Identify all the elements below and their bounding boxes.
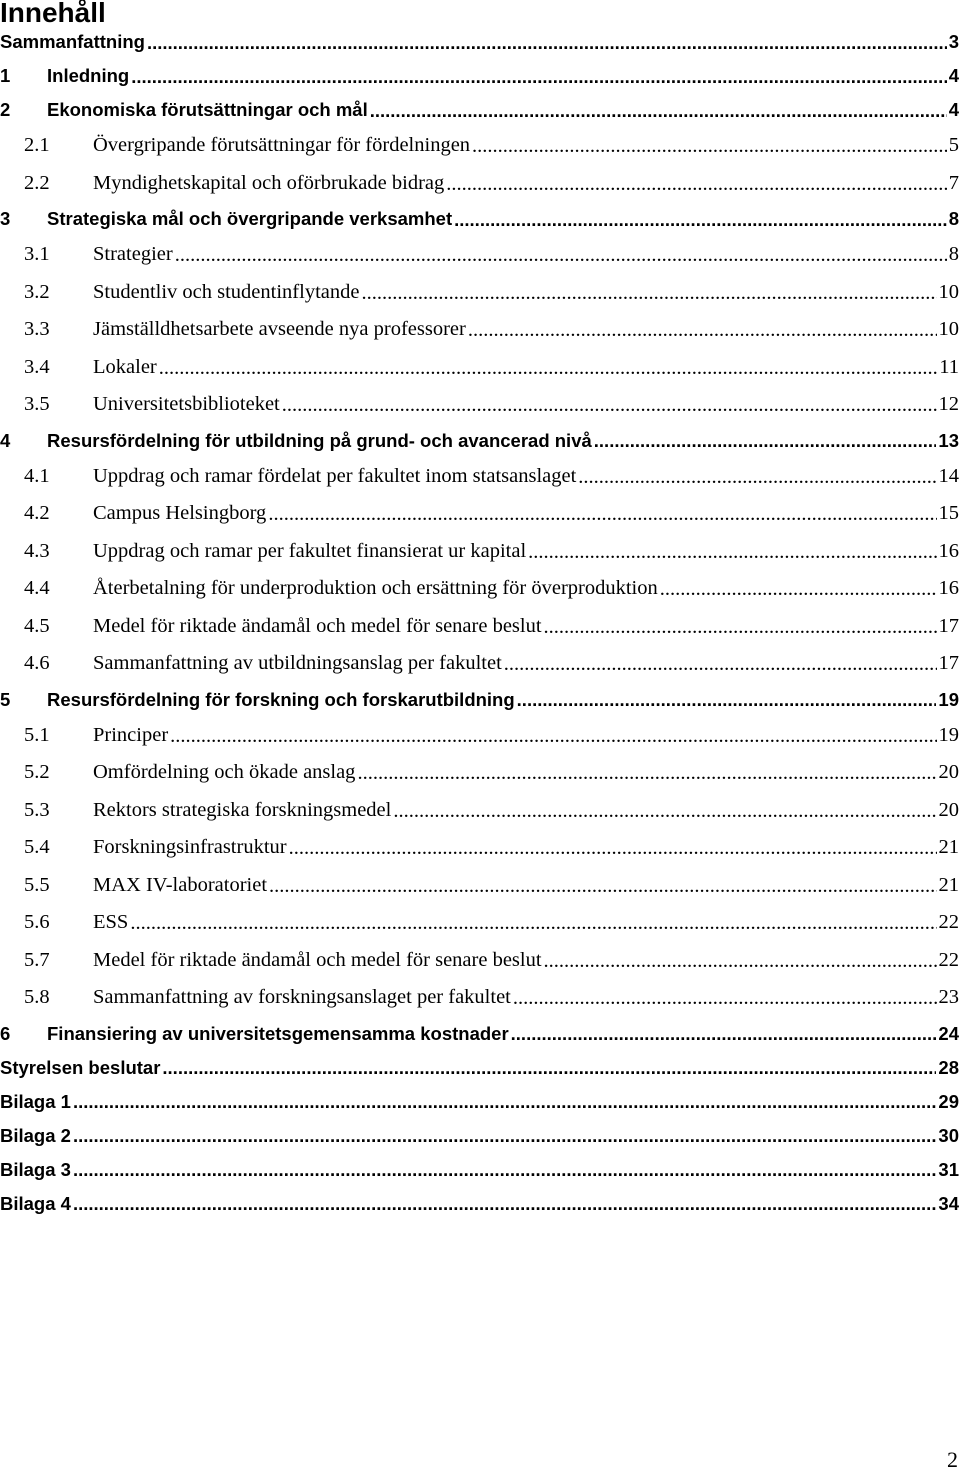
toc-entry-label: Sammanfattning bbox=[0, 31, 145, 52]
toc-dot-leader bbox=[73, 1125, 936, 1144]
toc-dot-leader bbox=[454, 209, 947, 228]
toc-entry-number: 3.5 bbox=[24, 393, 50, 416]
toc-entry-label: MAX IV-laboratoriet bbox=[93, 873, 268, 896]
toc-dot-leader bbox=[289, 837, 937, 858]
toc-entry[interactable] bbox=[0, 202, 959, 236]
toc-entry-number: 5.5 bbox=[24, 873, 50, 896]
toc-entry-page: 19 bbox=[938, 688, 959, 710]
toc-entry-page: 3 bbox=[948, 31, 959, 52]
toc-entry[interactable] bbox=[0, 458, 959, 496]
toc-entry-number: 3 bbox=[0, 208, 11, 229]
toc-entry-page: 15 bbox=[938, 502, 959, 525]
toc-entry-number: 2.1 bbox=[24, 134, 50, 157]
toc-dot-leader bbox=[147, 32, 947, 51]
toc-entry-label: Ekonomiska förutsättningar och mål bbox=[47, 99, 368, 120]
toc-dot-leader bbox=[357, 762, 936, 783]
toc-entry-label: Lokaler bbox=[93, 355, 157, 378]
toc-entry[interactable] bbox=[0, 829, 959, 867]
toc-entry[interactable] bbox=[0, 25, 959, 59]
toc-entry[interactable] bbox=[0, 942, 959, 980]
toc-entry-label: Resursfördelning för forskning och forskarutbildning bbox=[47, 688, 515, 710]
toc-entry-page: 24 bbox=[938, 1022, 959, 1044]
toc-entry-number: 4.1 bbox=[24, 464, 50, 487]
toc-entry-number: 4.3 bbox=[24, 539, 50, 562]
toc-dot-leader bbox=[361, 282, 936, 303]
toc-entry-number: 3.1 bbox=[24, 243, 50, 266]
toc-entry[interactable] bbox=[0, 386, 959, 424]
toc-entry-label: Sammanfattning av utbildningsanslag per fakultet bbox=[93, 652, 502, 675]
toc-entry-label: Universitetsbiblioteket bbox=[93, 393, 280, 416]
toc-entry-page: 10 bbox=[938, 280, 959, 303]
toc-dot-leader bbox=[130, 912, 936, 933]
toc-dot-leader bbox=[578, 466, 936, 487]
toc-entry-number: 6 bbox=[0, 1022, 11, 1044]
toc-entry-number: 3.4 bbox=[24, 355, 50, 378]
toc-dot-leader bbox=[73, 1159, 936, 1178]
toc-entry-label: Styrelsen beslutar bbox=[0, 1056, 161, 1078]
toc-entry-label: Bilaga 3 bbox=[0, 1158, 71, 1180]
toc-entry[interactable] bbox=[0, 792, 959, 830]
page-title: Innehåll bbox=[0, 0, 106, 28]
toc-entry-page: 17 bbox=[938, 652, 959, 675]
toc-entry-number: 4.4 bbox=[24, 577, 50, 600]
toc-entry-number: 2.2 bbox=[24, 171, 50, 194]
toc-dot-leader bbox=[511, 1023, 937, 1042]
toc-dot-leader bbox=[504, 653, 937, 674]
toc-entry-label: Finansiering av universitetsgemensamma kostnader bbox=[47, 1022, 509, 1044]
toc-entry[interactable] bbox=[0, 570, 959, 608]
toc-entry-label: Campus Helsingborg bbox=[93, 502, 267, 525]
toc-entry-number: 5.1 bbox=[24, 723, 50, 746]
toc-entry-page: 4 bbox=[948, 65, 959, 86]
toc-dot-leader bbox=[393, 800, 936, 821]
toc-entry-label: Studentliv och studentinflytande bbox=[93, 280, 360, 303]
toc-entry[interactable] bbox=[0, 424, 959, 458]
toc-entry[interactable] bbox=[0, 127, 959, 165]
toc-entry-page: 31 bbox=[938, 1158, 959, 1180]
toc-entry-label: Sammanfattning av forskningsanslaget per fakultet bbox=[93, 986, 511, 1009]
toc-dot-leader bbox=[282, 394, 937, 415]
toc-dot-leader bbox=[268, 503, 936, 524]
toc-entry-page: 20 bbox=[938, 761, 959, 784]
toc-entry-label: Jämställdhetsarbete avseende nya professorer bbox=[93, 318, 466, 341]
toc-entry[interactable] bbox=[0, 754, 959, 792]
toc-entry[interactable] bbox=[0, 495, 959, 533]
toc-entry-page: 16 bbox=[938, 577, 959, 600]
toc-entry-label: Strategier bbox=[93, 243, 173, 266]
toc-entry-label: Omfördelning och ökade anslag bbox=[93, 761, 356, 784]
toc-dot-leader bbox=[528, 541, 936, 562]
toc-entry-page: 29 bbox=[938, 1090, 959, 1112]
toc-dot-leader bbox=[517, 689, 937, 708]
toc-entry-page: 23 bbox=[938, 986, 959, 1009]
toc-entry-label: Återbetalning för underproduktion och ersättning för överproduktion bbox=[93, 577, 658, 600]
toc-entry-page: 4 bbox=[948, 99, 959, 120]
toc-entry-page: 20 bbox=[938, 798, 959, 821]
toc-entry[interactable] bbox=[0, 1051, 959, 1085]
toc-entry-label: Strategiska mål och övergripande verksamhet bbox=[47, 208, 453, 229]
toc-entry-page: 17 bbox=[938, 614, 959, 637]
toc-dot-leader bbox=[131, 66, 946, 85]
toc-entry[interactable] bbox=[0, 533, 959, 571]
toc-entry[interactable] bbox=[0, 645, 959, 683]
toc-entry[interactable] bbox=[0, 979, 959, 1017]
toc-entry-page: 13 bbox=[938, 429, 959, 451]
toc-entry[interactable] bbox=[0, 1187, 959, 1221]
toc-entry-number: 3.2 bbox=[24, 280, 50, 303]
toc-entry-label: Forskningsinfrastruktur bbox=[93, 836, 287, 859]
toc-entry-label: Medel för riktade ändamål och medel för senare beslut bbox=[93, 614, 542, 637]
toc-dot-leader bbox=[660, 578, 937, 599]
toc-entry-page: 21 bbox=[938, 873, 959, 896]
toc-entry-label: Resursfördelning för utbildning på grund- och avancerad nivå bbox=[47, 429, 592, 451]
toc-entry[interactable] bbox=[0, 1153, 959, 1187]
toc-entry-label: Principer bbox=[93, 723, 169, 746]
toc-entry-number: 5.2 bbox=[24, 761, 50, 784]
toc-entry[interactable] bbox=[0, 904, 959, 942]
toc-entry-page: 5 bbox=[948, 134, 959, 157]
toc-entry-page: 30 bbox=[938, 1124, 959, 1146]
toc-dot-leader bbox=[594, 430, 937, 449]
toc-entry-label: Bilaga 4 bbox=[0, 1192, 71, 1214]
toc-entry-label: Övergripande förutsättningar för fördelningen bbox=[93, 134, 471, 157]
toc-entry[interactable] bbox=[0, 274, 959, 312]
toc-entry-page: 8 bbox=[948, 208, 959, 229]
toc-entry-number: 4.2 bbox=[24, 502, 50, 525]
toc-entry[interactable] bbox=[0, 608, 959, 646]
toc-entry-number: 4.5 bbox=[24, 614, 50, 637]
toc-dot-leader bbox=[446, 173, 946, 194]
toc-entry-page: 21 bbox=[938, 836, 959, 859]
toc-entry[interactable] bbox=[0, 236, 959, 274]
toc-dot-leader bbox=[159, 357, 938, 378]
toc-entry-page: 11 bbox=[939, 355, 959, 378]
toc-dot-leader bbox=[269, 875, 936, 896]
toc-dot-leader bbox=[73, 1193, 936, 1212]
toc-entry-page: 14 bbox=[938, 464, 959, 487]
toc-dot-leader bbox=[170, 725, 936, 746]
toc-entry-label: Bilaga 1 bbox=[0, 1090, 71, 1112]
toc-entry-number: 4.6 bbox=[24, 652, 50, 675]
toc-entry-label: ESS bbox=[93, 911, 129, 934]
toc-entry[interactable] bbox=[0, 683, 959, 717]
toc-entry-number: 3.3 bbox=[24, 318, 50, 341]
toc-entry[interactable] bbox=[0, 165, 959, 203]
toc-entry-number: 5.8 bbox=[24, 986, 50, 1009]
toc-entry-number: 4 bbox=[0, 429, 11, 451]
toc-entry[interactable] bbox=[0, 59, 959, 93]
toc-entry-page: 22 bbox=[938, 948, 959, 971]
toc-entry-page: 10 bbox=[938, 318, 959, 341]
toc-dot-leader bbox=[513, 987, 937, 1008]
toc-entry-number: 5.4 bbox=[24, 836, 50, 859]
toc-entry-label: Rektors strategiska forskningsmedel bbox=[93, 798, 392, 821]
toc-dot-leader bbox=[162, 1057, 936, 1076]
toc-entry-number: 5 bbox=[0, 688, 11, 710]
toc-entry[interactable] bbox=[0, 311, 959, 349]
toc-entry-page: 7 bbox=[948, 171, 959, 194]
toc-entry-page: 12 bbox=[938, 393, 959, 416]
toc-entry-label: Myndighetskapital och oförbrukade bidrag bbox=[93, 171, 445, 194]
toc-entry-number: 5.7 bbox=[24, 948, 50, 971]
toc-entry-page: 8 bbox=[948, 243, 959, 266]
toc-entry-page: 16 bbox=[938, 539, 959, 562]
toc-entry[interactable] bbox=[0, 349, 959, 387]
toc-dot-leader bbox=[544, 950, 937, 971]
toc-entry-number: 2 bbox=[0, 99, 11, 120]
toc-dot-leader bbox=[468, 319, 937, 340]
toc-entry-label: Uppdrag och ramar per fakultet finansierat ur kapital bbox=[93, 539, 527, 562]
toc-entry-label: Bilaga 2 bbox=[0, 1124, 71, 1146]
toc-dot-leader bbox=[73, 1091, 936, 1110]
toc-entry-page: 34 bbox=[938, 1192, 959, 1214]
toc-dot-leader bbox=[370, 100, 947, 119]
toc-entry[interactable] bbox=[0, 93, 959, 127]
toc-entry-number: 1 bbox=[0, 65, 11, 86]
toc-entry-page: 19 bbox=[938, 723, 959, 746]
toc-entry[interactable] bbox=[0, 867, 959, 905]
toc-dot-leader bbox=[175, 244, 947, 265]
toc-entry-page: 22 bbox=[938, 911, 959, 934]
toc-entry-number: 5.6 bbox=[24, 911, 50, 934]
toc-entry[interactable] bbox=[0, 1017, 959, 1051]
toc-entry[interactable] bbox=[0, 1085, 959, 1119]
toc-entry-number: 5.3 bbox=[24, 798, 50, 821]
toc-dot-leader bbox=[544, 616, 937, 637]
toc-entry[interactable] bbox=[0, 717, 959, 755]
table-of-contents bbox=[0, 25, 960, 1221]
toc-entry-label: Inledning bbox=[47, 65, 130, 86]
toc-entry-label: Medel för riktade ändamål och medel för senare beslut bbox=[93, 948, 542, 971]
toc-entry[interactable] bbox=[0, 1119, 959, 1153]
toc-entry-label: Uppdrag och ramar fördelat per fakultet inom statsanslaget bbox=[93, 464, 577, 487]
page-number: 2 bbox=[947, 1447, 958, 1472]
toc-dot-leader bbox=[472, 135, 947, 156]
toc-entry-page: 28 bbox=[938, 1056, 959, 1078]
